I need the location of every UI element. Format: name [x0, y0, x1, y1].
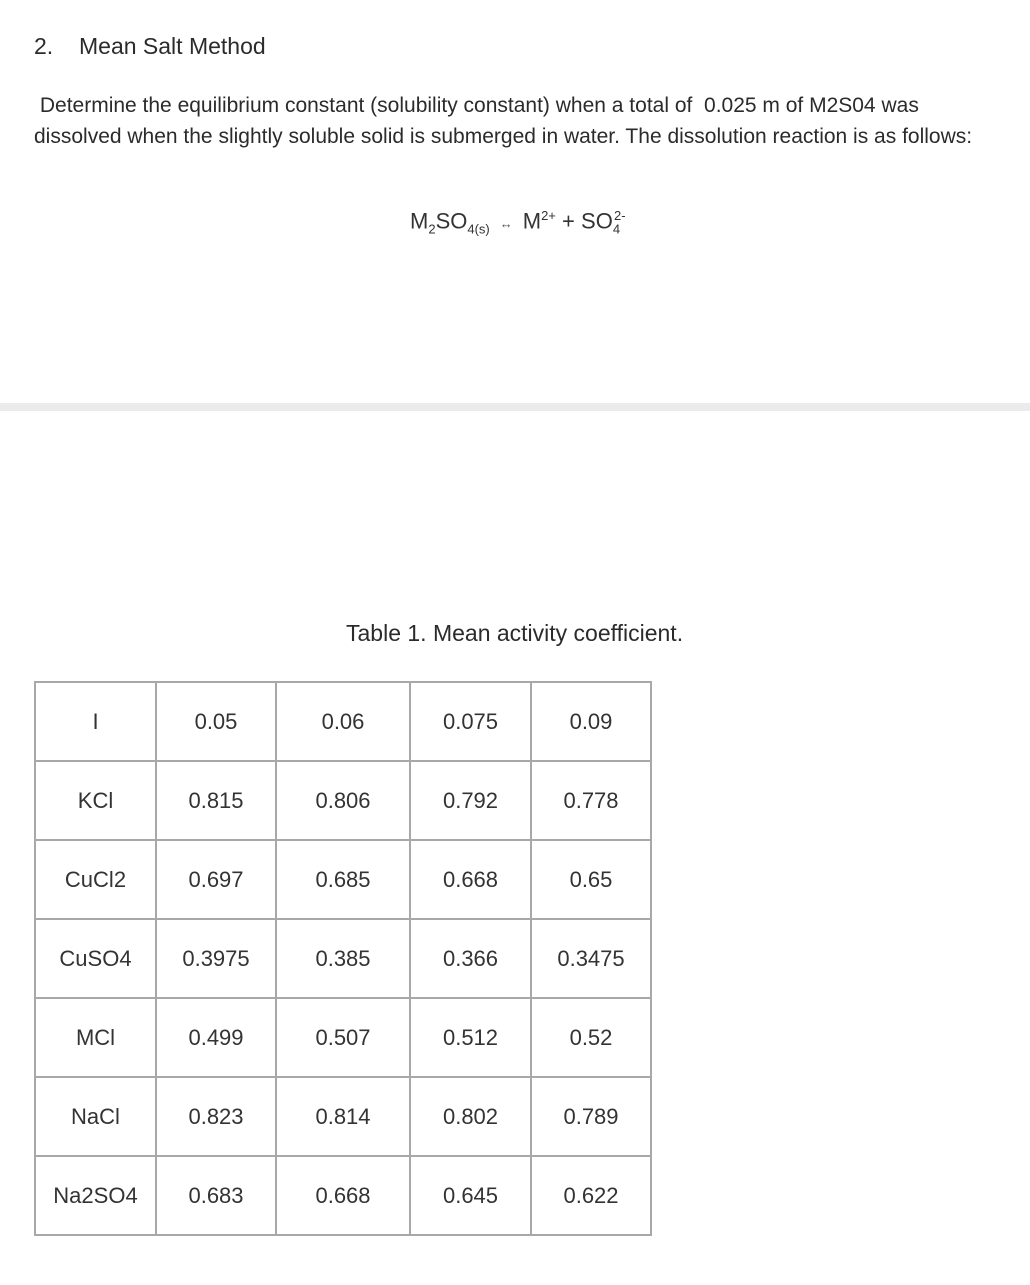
table-row	[35, 998, 651, 1077]
eq-product2: SO	[581, 208, 613, 234]
table-cell: 0.697	[156, 840, 276, 919]
table-cell: NaCl	[35, 1077, 156, 1156]
eq-product1-sup: 2+	[541, 208, 556, 223]
table-cell: 0.622	[531, 1156, 651, 1235]
table-cell: 0.3975	[156, 919, 276, 998]
table-cell: 0.06	[276, 682, 410, 761]
table-cell: 0.512	[410, 998, 531, 1077]
table-cell: 0.668	[410, 840, 531, 919]
table-cell: 0.3475	[531, 919, 651, 998]
table-cell: 0.385	[276, 919, 410, 998]
question-number: 2.	[34, 33, 54, 59]
table-cell: MCl	[35, 998, 156, 1077]
table-cell: 0.52	[531, 998, 651, 1077]
question-text	[34, 90, 984, 152]
table-cell: 0.668	[276, 1156, 410, 1235]
table-cell: 0.806	[276, 761, 410, 840]
eq-reactant: M	[410, 208, 429, 234]
table-row	[35, 1156, 651, 1235]
eq-reactant-sub2: 4(s)	[467, 221, 490, 237]
question-title: Mean Salt Method	[79, 33, 266, 59]
activity-coefficient-table	[34, 681, 652, 1236]
table-row	[35, 1077, 651, 1156]
eq-plus: +	[562, 208, 575, 234]
table-cell: KCl	[35, 761, 156, 840]
table-row	[35, 761, 651, 840]
dissolution-equation	[410, 208, 626, 237]
eq-product2-sup: 2-	[614, 208, 626, 223]
equilibrium-arrow-icon: ↔	[499, 216, 513, 232]
question-text-part-2: was dissolved when the slightly soluble solid is submerged in water. The dissolution reaction is as follows:	[34, 94, 973, 148]
table-cell: I	[35, 682, 156, 761]
table-row	[35, 840, 651, 919]
table-cell: 0.685	[276, 840, 410, 919]
table-cell: 0.075	[410, 682, 531, 761]
eq-product1: M	[522, 208, 542, 234]
table-cell: 0.778	[531, 761, 651, 840]
table-cell: 0.792	[410, 761, 531, 840]
eq-product2-sub: 4	[612, 221, 621, 237]
table-cell: 0.499	[156, 998, 276, 1077]
table-cell: 0.802	[410, 1077, 531, 1156]
table-cell: 0.366	[410, 919, 531, 998]
page-divider	[0, 403, 1030, 411]
table-row	[35, 919, 651, 998]
table-header-row	[35, 682, 651, 761]
table-cell: 0.789	[531, 1077, 651, 1156]
question-text-part-1: Determine the equilibrium constant (solubility constant) when a total of	[39, 94, 693, 117]
table-cell: 0.823	[156, 1077, 276, 1156]
table-cell: 0.05	[156, 682, 276, 761]
table-cell: 0.683	[156, 1156, 276, 1235]
table-cell: 0.815	[156, 761, 276, 840]
table-cell: 0.507	[276, 998, 410, 1077]
table-caption: Table 1. Mean activity coefficient.	[346, 620, 684, 646]
table-cell: CuSO4	[35, 919, 156, 998]
table-cell: Na2SO4	[35, 1156, 156, 1235]
table-cell: 0.814	[276, 1077, 410, 1156]
table-cell: 0.09	[531, 682, 651, 761]
table-cell: CuCl2	[35, 840, 156, 919]
table-cell: 0.645	[410, 1156, 531, 1235]
question-text-quantity: 0.025 m of M2S04	[704, 94, 876, 117]
eq-reactant-sub1: 2	[428, 221, 436, 237]
eq-reactant-mid: SO	[435, 208, 468, 234]
table-cell: 0.65	[531, 840, 651, 919]
